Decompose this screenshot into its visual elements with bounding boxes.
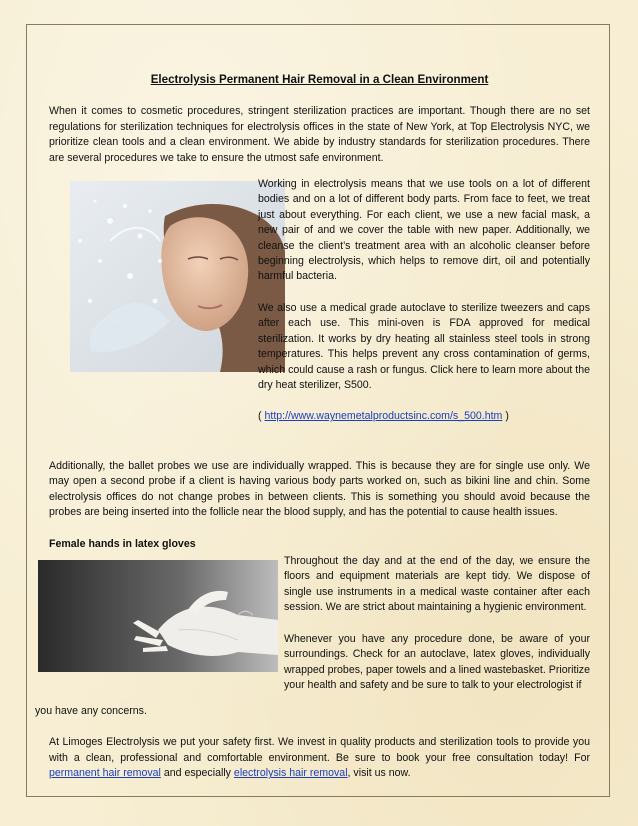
floors-paragraph: Throughout the day and at the end of the day, we ensure the floors and equipment materials are kept tidy. We dispose of single use instruments in a medical waste container after each session. We are strict about maintaining a hygienic environment. — [284, 555, 590, 614]
electrolysis-hair-removal-link[interactable]: electrolysis hair removal — [233, 767, 348, 780]
document-body — [35, 72, 590, 782]
probes-paragraph: Additionally, the ballet probes we use are individually wrapped. This is because they are for single use only. We may open a second probe if a client is having various body parts worked on, such as bikini line and chin. Some electrolysis offices do not change probes in between clients. This is something you should avoid because the probes are being inserted into the follicle near the blood supply, and has the potential to cause health issues. — [49, 460, 590, 519]
aware-paragraph-tail: you have any concerns. — [35, 705, 147, 718]
gloves-heading: Female hands in latex gloves — [49, 537, 196, 550]
intro-paragraph: When it comes to cosmetic procedures, stringent sterilization practices are important. Though there are no set regulations for sterilization techniques for electrolysis offices in the state of New York, at Top Electrolysis NYC, we prioritize clean tools and a clean environment. We abide by industry standards for sterilization procedures. There are several procedures we take to ensure the utmost safe environment. — [49, 105, 590, 164]
tools-column — [258, 177, 590, 425]
closing-paragraph — [49, 735, 590, 781]
closing-text-1: At Limoges Electrolysis we put your safety first. We invest in quality products and sterilization tools to provide you with a clean, professional and comfortable environment. Be sure to book your free consultation today! For — [49, 736, 590, 764]
sterilizer-link[interactable]: http://www.waynemetalproductsinc.com/s_500.htm — [264, 410, 503, 423]
gloves-section — [49, 554, 590, 704]
link-close: ) — [502, 410, 509, 423]
face-section — [49, 177, 590, 459]
sterilizer-link-line — [258, 409, 590, 424]
tools-paragraph: Working in electrolysis means that we use tools on a lot of different bodies and on a lot of different body parts. From face to feet, we treat just about everything. For each client, we use a new facial mask, a new pair of and we cover the table with new paper. Additionally, we cleanse the client’s treatment area with an alcoholic cleanser before beginning electrolysis, which helps to remove dirt, oil and potentially harmful bacteria. — [258, 178, 590, 283]
closing-text-2: and especially — [160, 767, 234, 780]
aware-paragraph: Whenever you have any procedure done, be aware of your surroundings. Check for an autoclave, latex gloves, individually wrapped probes, paper towels and a lined wastebasket. Prioritize your health and safety and be sure to talk to your electrologist if — [284, 632, 590, 691]
latex-gloves-image — [38, 560, 278, 672]
link-open: ( — [258, 410, 265, 423]
autoclave-paragraph: We also use a medical grade autoclave to sterilize tweezers and caps after each use. This mini-oven is FDA approved for medical sterilization. It works by dry heating all stainless steel tools in strong temperatures. This helps prevent any cross contamination of germs, which could cause a rash or fungus. Click here to learn more about the dry heat sterilizer, S500. — [258, 301, 590, 391]
permanent-hair-removal-link[interactable]: permanent hair removal — [49, 767, 161, 780]
face-splash-image — [70, 181, 285, 372]
closing-text-3: , visit us now. — [347, 767, 411, 780]
hygiene-column — [284, 554, 590, 693]
document-title: Electrolysis Permanent Hair Removal in a Clean Environment — [150, 73, 489, 86]
